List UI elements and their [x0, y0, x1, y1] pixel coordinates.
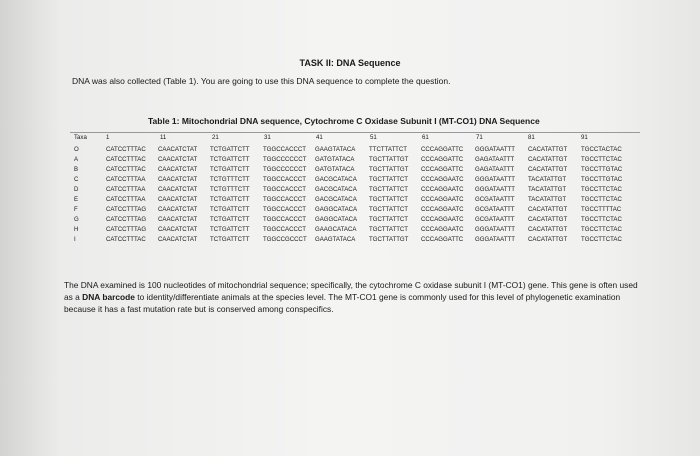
taxon-label: I: [74, 236, 76, 243]
sequence-block: TCTGATTCTT: [210, 196, 250, 203]
sequence-block: TGCCTTTTAC: [581, 206, 622, 213]
taxon-label: C: [74, 176, 79, 183]
sequence-block: TGCTTATTCT: [369, 206, 409, 213]
sequence-block: CCCAGGATTC: [421, 146, 464, 153]
sequence-block: TGCCTTCTAC: [581, 236, 622, 243]
sequence-block: GGGATAATTT: [475, 186, 515, 193]
paragraph-text: The DNA examined is 100 nucleotides of mitochondrial sequence; specifically, the cytochrome C oxidase subunit I (MT-CO1) gene. This gene is often used as a: [64, 280, 638, 302]
sequence-block: TGCTTATTGT: [369, 236, 409, 243]
sequence-block: GGGATAATTT: [475, 236, 515, 243]
taxon-label: B: [74, 166, 79, 173]
sequence-block: TACATATTGT: [528, 176, 567, 183]
sequence-block: TGCCTTGTAC: [581, 166, 623, 173]
sequence-block: TGGCCACCCT: [263, 146, 306, 153]
sequence-block: GATGTATACA: [315, 156, 355, 163]
sequence-block: CACATATTGT: [528, 216, 568, 223]
sequence-block: GAGATAATTT: [475, 156, 515, 163]
sequence-block: CACATATTGT: [528, 226, 568, 233]
table-row: [70, 225, 640, 235]
sequence-block: GGGATAATTT: [475, 146, 515, 153]
table-row: [70, 145, 640, 155]
paragraph-text: to identity/differentiate animals at the species level. The MT-CO1 gene is commonly used for this level of phylogenetic examination because it has a fast mutation rate but is conserved among conspecifics.: [64, 292, 621, 314]
sequence-block: TGCTTATTCT: [369, 186, 409, 193]
table-row: [70, 235, 640, 245]
sequence-block: GATGTATACA: [315, 166, 355, 173]
table-row: [70, 195, 640, 205]
sequence-block: TGCTTATTCT: [369, 216, 409, 223]
sequence-block: TGCCTTCTAC: [581, 186, 622, 193]
sequence-block: CAACATCTAT: [158, 166, 198, 173]
sequence-block: TGGCCGCCCT: [263, 236, 307, 243]
sequence-block: CCCAGGATTC: [421, 156, 464, 163]
sequence-block: CCCAGGAATC: [421, 216, 464, 223]
sequence-block: TGCTTATTCT: [369, 196, 409, 203]
sequence-block: GGGATAATTT: [475, 176, 515, 183]
sequence-block: TCTGTTTCTT: [210, 176, 250, 183]
header-position: 91: [581, 134, 588, 141]
sequence-block: TCTGATTCTT: [210, 206, 250, 213]
table-row: [70, 185, 640, 195]
sequence-block: GCGATAATTT: [475, 196, 515, 203]
sequence-block: TACATATTGT: [528, 196, 567, 203]
sequence-block: CATCCTTTAG: [106, 206, 147, 213]
sequence-block: TCTGATTCTT: [210, 226, 250, 233]
sequence-block: CCCAGGAATC: [421, 196, 464, 203]
sequence-block: TGGCCACCCT: [263, 206, 306, 213]
sequence-block: TGGCCACCCT: [263, 196, 306, 203]
description-paragraph: [64, 279, 639, 315]
header-position: 81: [528, 134, 535, 141]
sequence-block: CAACATCTAT: [158, 196, 198, 203]
header-position: 41: [316, 134, 323, 141]
sequence-block: CAACATCTAT: [158, 236, 198, 243]
sequence-block: CCCAGGAATC: [421, 186, 464, 193]
table-row: [70, 205, 640, 215]
sequence-block: CACATATTGT: [528, 146, 568, 153]
table-row: [70, 215, 640, 225]
sequence-block: GAGGCATACA: [315, 216, 358, 223]
sequence-block: TGCTTATTGT: [369, 166, 409, 173]
sequence-block: TCTGTTTCTT: [210, 186, 250, 193]
task-title: TASK II: DNA Sequence: [299, 58, 401, 68]
sequence-block: GAAGCATACA: [315, 226, 357, 233]
sequence-block: TCTGATTCTT: [210, 236, 250, 243]
sequence-block: CCCAGGATTC: [421, 166, 464, 173]
taxon-label: O: [74, 146, 79, 153]
header-position: 51: [370, 134, 377, 141]
dna-sequence-table: [70, 132, 640, 245]
table-row: [70, 155, 640, 165]
sequence-block: CATCCTTTAC: [106, 146, 146, 153]
sequence-block: CAACATCTAT: [158, 176, 198, 183]
sequence-block: TGCTTATTGT: [369, 156, 409, 163]
taxon-label: G: [74, 216, 79, 223]
taxon-label: E: [74, 196, 79, 203]
header-position: 71: [476, 134, 483, 141]
sequence-block: CAACATCTAT: [158, 146, 198, 153]
sequence-block: TGCCTTCTAC: [581, 156, 622, 163]
sequence-block: CAACATCTAT: [158, 216, 198, 223]
sequence-block: CACATATTGT: [528, 206, 568, 213]
sequence-block: TCTGATTCTT: [210, 166, 250, 173]
sequence-block: GACGCATACA: [315, 196, 357, 203]
header-position: 21: [212, 134, 219, 141]
dna-barcode-term: DNA barcode: [82, 292, 135, 302]
taxon-label: D: [74, 186, 79, 193]
sequence-block: TGGCCACCCT: [263, 226, 306, 233]
table-header-row: [70, 133, 640, 145]
sequence-block: CATCCTTTAA: [106, 176, 146, 183]
sequence-block: CACATATTGT: [528, 236, 568, 243]
sequence-block: TGGCCACCCT: [263, 186, 306, 193]
sequence-block: GAAGTATACA: [315, 146, 356, 153]
sequence-block: GAGGCATACA: [315, 206, 358, 213]
sequence-block: CCCAGGAATC: [421, 206, 464, 213]
intro-text: DNA was also collected (Table 1). You are going to use this DNA sequence to complete the question.: [72, 76, 451, 86]
sequence-block: CACATATTGT: [528, 156, 568, 163]
sequence-block: CAACATCTAT: [158, 206, 198, 213]
sequence-block: TGGCCCCCCT: [263, 156, 307, 163]
taxon-label: F: [74, 206, 78, 213]
sequence-block: CATCCTTTAA: [106, 186, 146, 193]
table-row: [70, 175, 640, 185]
sequence-block: TGCCTTCTAC: [581, 216, 622, 223]
sequence-block: CATCCTTTAG: [106, 216, 147, 223]
sequence-block: TCTGATTCTT: [210, 156, 250, 163]
sequence-block: GACGCATACA: [315, 186, 357, 193]
sequence-block: CCCAGGAATC: [421, 176, 464, 183]
sequence-block: TGCCTTGTAC: [581, 176, 623, 183]
sequence-block: TGGCCCCCCT: [263, 166, 307, 173]
sequence-block: GGGATAATTT: [475, 226, 515, 233]
sequence-block: GCGATAATTT: [475, 216, 515, 223]
header-position: 11: [160, 134, 167, 141]
header-position: 61: [422, 134, 429, 141]
sequence-block: CATCCTTTAC: [106, 236, 146, 243]
sequence-block: TGCCTTCTAC: [581, 196, 622, 203]
header-position: 31: [264, 134, 271, 141]
taxon-label: H: [74, 226, 79, 233]
header-taxa: Taxa: [74, 134, 87, 141]
sequence-block: TGCCTTCTAC: [581, 226, 622, 233]
header-position: 1: [106, 134, 110, 141]
sequence-block: GAGATAATTT: [475, 166, 515, 173]
sequence-block: TGGCCACCCT: [263, 216, 306, 223]
sequence-block: TACATATTGT: [528, 186, 567, 193]
sequence-block: CAACATCTAT: [158, 156, 198, 163]
table-row: [70, 165, 640, 175]
sequence-block: CATCCTTTAA: [106, 196, 146, 203]
sequence-block: TGCTTATTCT: [369, 176, 409, 183]
sequence-block: TCTGATTCTT: [210, 146, 250, 153]
sequence-block: CATCCTTTAC: [106, 156, 146, 163]
taxon-label: A: [74, 156, 79, 163]
sequence-block: TGGCCACCCT: [263, 176, 306, 183]
sequence-block: TGCCTACTAC: [581, 146, 622, 153]
sequence-block: GCGATAATTT: [475, 206, 515, 213]
sequence-block: TCTGATTCTT: [210, 216, 250, 223]
sequence-block: CAACATCTAT: [158, 226, 198, 233]
sequence-block: CAACATCTAT: [158, 186, 198, 193]
sequence-block: CCCAGGATTC: [421, 236, 464, 243]
sequence-block: CATCCTTTAG: [106, 226, 147, 233]
sequence-block: GACGCATACA: [315, 176, 357, 183]
sequence-block: GAAGTATACA: [315, 236, 356, 243]
sequence-block: TGCTTATTCT: [369, 226, 409, 233]
sequence-block: TTCTTATTCT: [369, 146, 408, 153]
sequence-block: CCCAGGAATC: [421, 226, 464, 233]
sequence-block: CACATATTGT: [528, 166, 568, 173]
table-title: Table 1: Mitochondrial DNA sequence, Cytochrome C Oxidase Subunit I (MT-CO1) DNA Sequence: [148, 116, 540, 126]
sequence-block: CATCCTTTAC: [106, 166, 146, 173]
